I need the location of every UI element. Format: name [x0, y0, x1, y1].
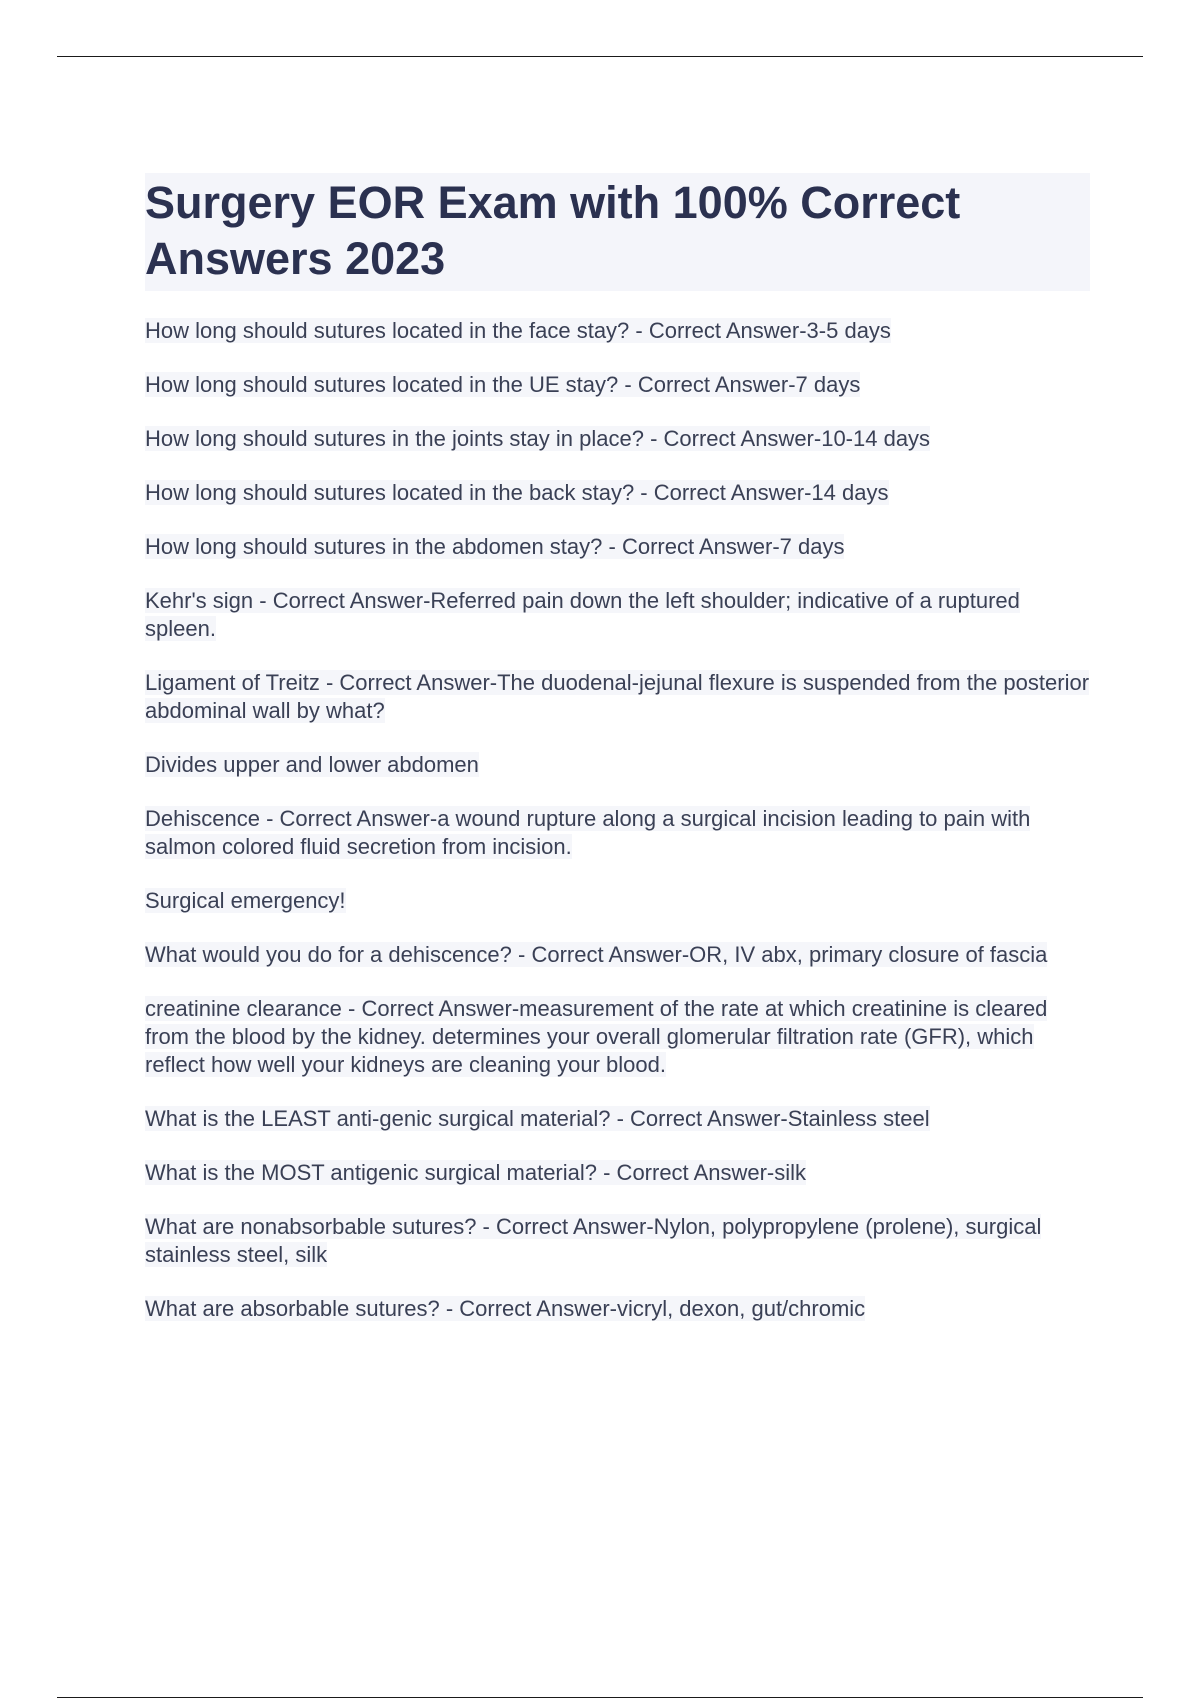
qa-item: How long should sutures located in the UE stay? - Correct Answer-7 days [145, 372, 861, 397]
qa-item: What is the MOST antigenic surgical material? - Correct Answer-silk [145, 1160, 807, 1185]
qa-item: How long should sutures located in the face stay? - Correct Answer-3-5 days [145, 318, 891, 343]
qa-item: Ligament of Treitz - Correct Answer-The duodenal-jejunal flexure is suspended from the posterior abdominal wall by what? [145, 670, 1090, 723]
qa-item: What are absorbable sutures? - Correct Answer-vicryl, dexon, gut/chromic [145, 1296, 866, 1321]
qa-item: What are nonabsorbable sutures? - Correct Answer-Nylon, polypropylene (prolene), surgical stainless steel, silk [145, 1214, 1042, 1267]
qa-list [145, 317, 1090, 1323]
bottom-divider [57, 1697, 1143, 1698]
qa-item: How long should sutures located in the back stay? - Correct Answer-14 days [145, 480, 889, 505]
top-divider [57, 56, 1143, 57]
qa-item: What would you do for a dehiscence? - Correct Answer-OR, IV abx, primary closure of fascia [145, 942, 1048, 967]
document-title: Surgery EOR Exam with 100% Correct Answers 2023 [145, 173, 1090, 291]
qa-item: Surgical emergency! [145, 888, 346, 913]
document-body [145, 173, 1090, 1349]
qa-item: creatinine clearance - Correct Answer-measurement of the rate at which creatinine is cleared from the blood by the kidney. determines your overall glomerular filtration rate (GFR), which reflect how well your kidneys are cleaning your blood. [145, 996, 1048, 1077]
qa-item: Kehr's sign - Correct Answer-Referred pain down the left shoulder; indicative of a ruptured spleen. [145, 588, 1020, 641]
qa-item: How long should sutures in the joints stay in place? - Correct Answer-10-14 days [145, 426, 931, 451]
qa-item: How long should sutures in the abdomen stay? - Correct Answer-7 days [145, 534, 845, 559]
qa-item: What is the LEAST anti-genic surgical material? - Correct Answer-Stainless steel [145, 1106, 930, 1131]
qa-item: Divides upper and lower abdomen [145, 752, 479, 777]
qa-item: Dehiscence - Correct Answer-a wound rupture along a surgical incision leading to pain with salmon colored fluid secretion from incision. [145, 806, 1031, 859]
